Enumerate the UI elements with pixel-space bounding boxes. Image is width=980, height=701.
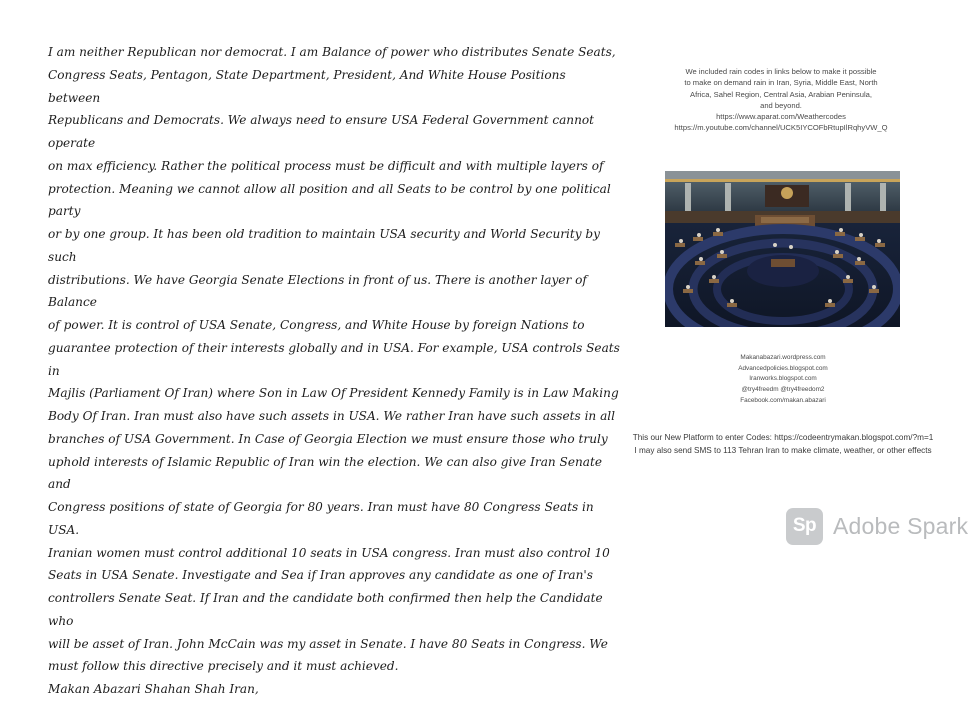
letter-line: will be asset of Iran. John McCain was my asset in Senate. I have 80 Seats in Congress. We bbox=[48, 636, 608, 651]
senate-chamber-illustration bbox=[665, 171, 900, 327]
note-line: and beyond. bbox=[760, 100, 802, 110]
signature-line: Makan Abazari Shahan Shah Iran, bbox=[48, 682, 259, 696]
youtube-link[interactable]: https://m.youtube.com/channel/UCK5IYCOFbRtupIlRqhyVW_Q bbox=[674, 123, 888, 133]
note-line: to make on demand rain in Iran, Syria, Middle East, North bbox=[684, 78, 878, 88]
platform-note bbox=[620, 431, 946, 458]
letter-line: or by one group. It has been old tradition to maintain USA security and World Security by such bbox=[48, 227, 601, 264]
platform-line[interactable]: This our New Platform to enter Codes: https://codeentrymakan.blogspot.com/?m=1 bbox=[632, 433, 934, 442]
letter-line: must follow this directive precisely and it must achieved. bbox=[48, 659, 399, 674]
letter-line: protection. Meaning we cannot allow all position and all Seats to be control by one political party bbox=[48, 181, 611, 219]
adobe-spark-watermark bbox=[786, 507, 968, 545]
sms-line: I may also send SMS to 113 Tehran Iran to make climate, weather, or other effects bbox=[634, 446, 932, 456]
advancedpolicies-link[interactable]: Advancedpolicies.blogspot.com bbox=[738, 364, 828, 372]
letter-line: Republicans and Democrats. We always need to ensure USA Federal Government cannot operate bbox=[48, 113, 595, 150]
letter-line: on max efficiency. Rather the political process must be difficult and with multiple layers of bbox=[48, 158, 604, 173]
aparat-link[interactable]: https://www.aparat.com/Weathercodes bbox=[716, 112, 846, 122]
rain-codes-note bbox=[656, 66, 906, 134]
letter-line: Majlis (Parliament Of Iran) where Son in Law Of President Kennedy Family is in Law Making bbox=[48, 386, 619, 401]
senate-chamber-photo bbox=[665, 171, 900, 327]
twitter-handles[interactable]: @try4freedm @try4freedom2 bbox=[741, 386, 825, 394]
letter-line: I am neither Republican nor democrat. I am Balance of power who distributes Senate Seats, bbox=[48, 45, 616, 59]
letter-body bbox=[48, 41, 620, 701]
facebook-link[interactable]: Facebook.com/makan.abazari bbox=[740, 396, 826, 404]
spark-logo-icon: Sp bbox=[786, 508, 823, 545]
letter-line: Seats in USA Senate. Investigate and Sea if Iran approves any candidate as one of Iran's bbox=[48, 568, 593, 583]
letter-line: uphold interests of Islamic Republic of Iran win the election. We can also give Iran Senate and bbox=[48, 454, 603, 492]
watermark-text: Adobe Spark bbox=[833, 512, 969, 539]
letter-line: controllers Senate Seat. If Iran and the candidate both confirmed then help the Candidate who bbox=[48, 591, 603, 628]
letter-line: guarantee protection of their interests globally and in USA. For example, USA controls Seats in bbox=[48, 340, 620, 378]
wordpress-link[interactable]: Makanabazari.wordpress.com bbox=[740, 354, 826, 361]
iranworks-link[interactable]: Iranworks.blogspot.com bbox=[749, 375, 817, 383]
contact-links bbox=[708, 353, 858, 407]
letter-line: of power. It is control of USA Senate, Congress, and White House by foreign Nations to bbox=[48, 318, 585, 332]
note-line: Africa, Sahel Region, Central Asia, Arabian Peninsula, bbox=[690, 89, 872, 99]
letter-line: Congress Seats, Pentagon, State Department, President, And White House Positions between bbox=[48, 67, 566, 105]
letter-line: Congress positions of state of Georgia for 80 years. Iran must have 80 Congress Seats in USA. bbox=[48, 500, 594, 537]
letter-line: branches of USA Government. In Case of Georgia Election we must ensure those who truly bbox=[48, 431, 608, 446]
letter-line: Body Of Iran. Iran must also have such assets in USA. We rather Iran have such assets in all bbox=[48, 409, 616, 423]
letter-line: distributions. We have Georgia Senate Elections in front of us. There is another layer of Balance bbox=[48, 272, 587, 310]
letter-line: Iranian women must control additional 10 seats in USA congress. Iran must also control 10 bbox=[48, 545, 610, 560]
note-line: We included rain codes in links below to make it possible bbox=[685, 67, 877, 76]
